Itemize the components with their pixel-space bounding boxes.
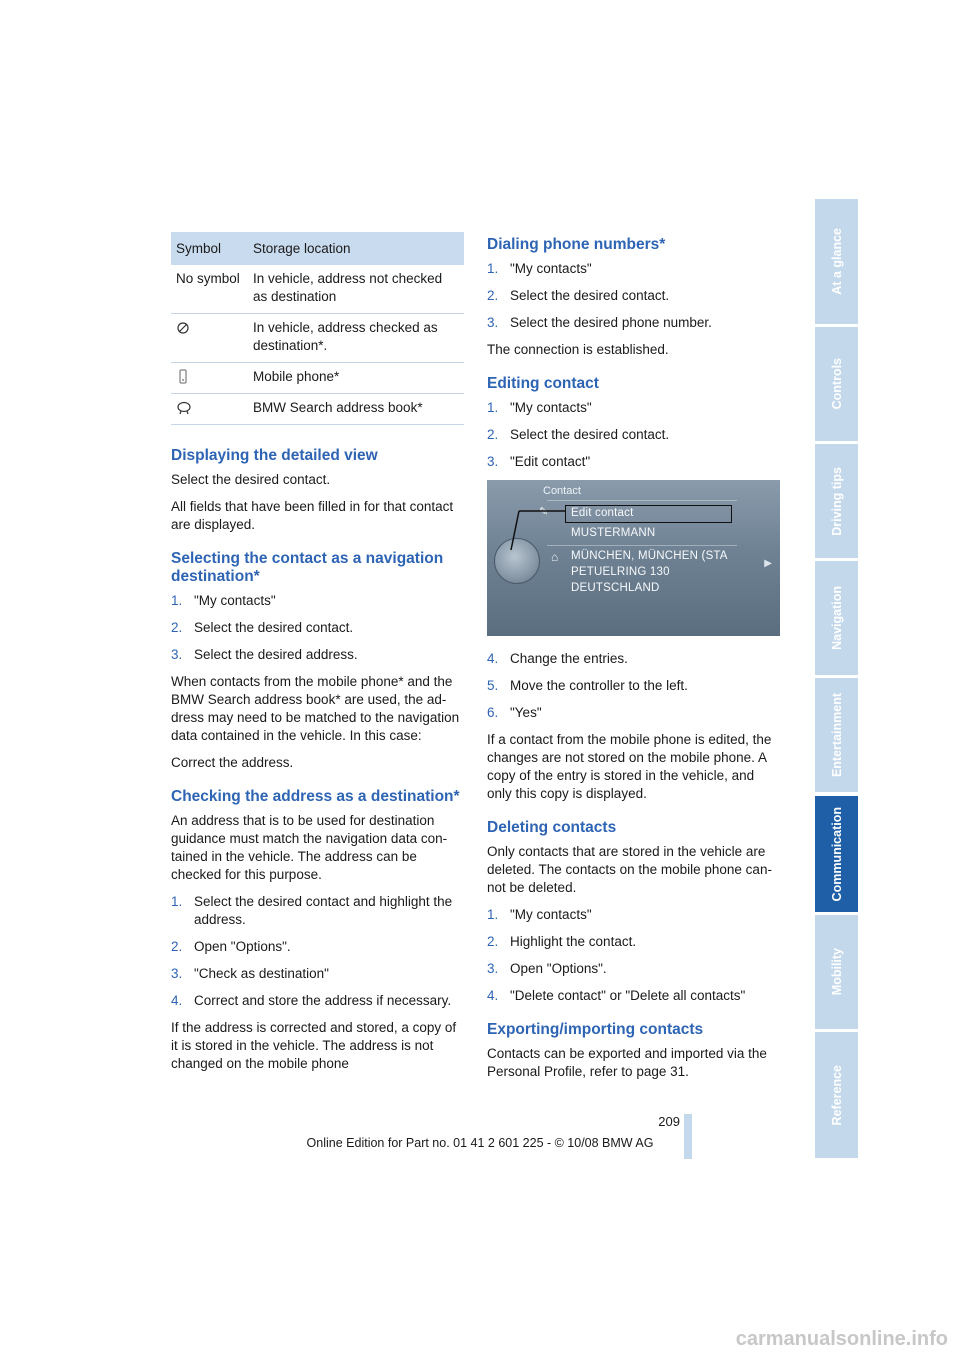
table-cell-location: BMW Search address book* xyxy=(248,394,464,425)
list-item xyxy=(487,987,780,1005)
step-list xyxy=(171,893,464,1010)
table-row xyxy=(171,314,464,363)
section-title: Selecting the contact as a navigation destination* xyxy=(171,550,444,585)
section-detailed-view xyxy=(171,447,464,534)
step-text: "Delete contact" or "Delete all contacts" xyxy=(510,988,746,1003)
table-cell-symbol xyxy=(171,363,248,394)
step-text: Select the desired contact. xyxy=(194,620,354,635)
paragraph: An address that is to be used for destination guidance must match the navigation data con-tained in the vehicle. The address can be checked for this purpose. xyxy=(171,813,448,882)
step-text: Open "Options". xyxy=(510,961,607,976)
step-text: Open "Options". xyxy=(194,939,291,954)
page-number: 209 xyxy=(658,1114,680,1129)
figure-item-name: MUSTERMANN xyxy=(571,527,656,539)
step-number: 5. xyxy=(487,678,499,693)
paragraph: Contacts can be exported and imported via the Personal Profile, refer to page 31. xyxy=(487,1046,767,1079)
figure-item-street: PETUELRING 130 xyxy=(571,566,670,578)
paragraph: If a contact from the mobile phone is edited, the changes are not stored on the mobile phone. A copy of the entry is stored in the vehicle, and only this copy is displayed. xyxy=(487,732,772,801)
tab-mobility[interactable] xyxy=(815,915,858,1029)
step-number: 1. xyxy=(171,894,183,909)
paragraph: Correct the address. xyxy=(171,755,294,770)
tab-label: Mobility xyxy=(829,948,844,996)
section-navigation-destination xyxy=(171,550,464,772)
table-row xyxy=(171,265,464,314)
step-number: 3. xyxy=(171,966,183,981)
table-header-symbol: Symbol xyxy=(171,232,248,265)
step-list xyxy=(487,650,780,722)
list-item xyxy=(487,906,780,924)
list-item xyxy=(171,592,464,610)
list-item xyxy=(171,619,464,637)
step-number: 3. xyxy=(487,315,499,330)
step-number: 1. xyxy=(487,907,499,922)
table-cell-symbol: No symbol xyxy=(171,265,248,314)
table-row xyxy=(171,394,464,425)
divider xyxy=(547,500,737,501)
tab-label: Communication xyxy=(829,806,844,902)
step-text: "My contacts" xyxy=(194,593,276,608)
tab-label: At a glance xyxy=(829,228,844,295)
list-item xyxy=(171,646,464,664)
right-column xyxy=(487,236,780,1090)
table-cell-location: In vehicle, address not checked as destination xyxy=(248,265,464,314)
step-number: 4. xyxy=(487,651,499,666)
paragraph: The connection is established. xyxy=(487,342,669,357)
tab-label: Entertainment xyxy=(829,692,844,778)
paragraph: If the address is corrected and stored, a copy of it is stored in the vehicle. The address is not changed on the mobile phone xyxy=(171,1020,457,1071)
table-row xyxy=(171,363,464,394)
figure-header: Contact xyxy=(543,485,581,497)
section-title: Displaying the detailed view xyxy=(171,447,378,464)
tab-at-a-glance[interactable] xyxy=(815,199,858,324)
figure-item-edit: Edit contact xyxy=(571,507,634,519)
step-number: 4. xyxy=(171,993,183,1008)
tab-entertainment[interactable] xyxy=(815,678,858,792)
step-number: 2. xyxy=(171,939,183,954)
section-title: Deleting contacts xyxy=(487,819,617,836)
list-item xyxy=(487,399,780,417)
list-item xyxy=(487,677,780,695)
step-number: 1. xyxy=(171,593,183,608)
step-list xyxy=(171,592,464,664)
address-icon: ⌂ xyxy=(551,550,559,564)
step-text: Select the desired contact. xyxy=(510,288,670,303)
step-number: 3. xyxy=(487,454,499,469)
edition-footer: Online Edition for Part no. 01 41 2 601 225 - © 10/08 BMW AG xyxy=(306,1136,654,1150)
tab-label: Controls xyxy=(829,358,844,410)
pencil-icon: ✎ xyxy=(539,506,549,518)
step-number: 4. xyxy=(487,988,499,1003)
section-title: Checking the address as a destination* xyxy=(171,788,460,805)
step-text: "My contacts" xyxy=(510,400,592,415)
list-item xyxy=(171,992,464,1010)
tab-label: Driving tips xyxy=(829,466,844,536)
left-column xyxy=(171,232,464,1082)
step-number: 6. xyxy=(487,705,499,720)
step-number: 2. xyxy=(487,288,499,303)
table-cell-location: Mobile phone* xyxy=(248,363,464,394)
step-text: Correct and store the address if necessary. xyxy=(194,993,452,1008)
pointer-line xyxy=(507,508,569,554)
list-item xyxy=(171,965,464,983)
section-export-import xyxy=(487,1021,780,1081)
section-deleting-contacts xyxy=(487,819,780,1005)
bmw-search-icon xyxy=(176,401,192,415)
paragraph: Only contacts that are stored in the vehicle are deleted. The contacts on the mobile phone can-not be deleted. xyxy=(487,844,772,895)
list-item xyxy=(487,960,780,978)
step-number: 1. xyxy=(487,261,499,276)
list-item xyxy=(487,453,780,471)
step-text: "My contacts" xyxy=(510,907,592,922)
tab-navigation[interactable] xyxy=(815,561,858,675)
list-item xyxy=(487,933,780,951)
list-item xyxy=(487,704,780,722)
watermark: carmanualsonline.info xyxy=(735,1328,948,1350)
table-cell-symbol xyxy=(171,394,248,425)
divider xyxy=(547,545,737,546)
table-header-row xyxy=(171,232,464,265)
table-header-location: Storage location xyxy=(248,232,464,265)
step-text: "Yes" xyxy=(510,705,542,720)
list-item xyxy=(487,314,780,332)
list-item xyxy=(487,650,780,668)
step-list xyxy=(487,260,780,332)
paragraph: All fields that have been filled in for that contact are displayed. xyxy=(171,499,454,532)
step-text: Highlight the contact. xyxy=(510,934,637,949)
section-title: Editing contact xyxy=(487,375,599,392)
paragraph: Select the desired contact. xyxy=(171,472,331,487)
step-list xyxy=(487,399,780,471)
tab-label: Navigation xyxy=(829,586,844,650)
tab-controls[interactable] xyxy=(815,327,858,441)
section-editing-contact xyxy=(487,375,780,803)
list-item xyxy=(487,426,780,444)
checked-destination-icon xyxy=(176,321,190,335)
figure-item-city: MÜNCHEN, MÜNCHEN (STA xyxy=(571,550,728,562)
tab-communication[interactable] xyxy=(815,796,858,912)
paragraph: When contacts from the mobile phone* and the BMW Search address book* are used, the ad-dress may need to be matched to the navigation data contained in the vehicle. In this case: xyxy=(171,674,460,743)
section-dialing xyxy=(487,236,780,359)
step-text: Select the desired address. xyxy=(194,647,358,662)
list-item xyxy=(171,893,464,929)
step-text: Move the controller to the left. xyxy=(510,678,688,693)
mobile-phone-icon xyxy=(176,369,190,385)
list-item xyxy=(487,260,780,278)
step-number: 1. xyxy=(487,400,499,415)
section-title: Dialing phone numbers* xyxy=(487,236,666,253)
figure-item-country: DEUTSCHLAND xyxy=(571,582,660,594)
step-text: Select the desired phone number. xyxy=(510,315,712,330)
list-item xyxy=(171,938,464,956)
section-check-destination xyxy=(171,788,464,1073)
list-item xyxy=(487,287,780,305)
step-number: 3. xyxy=(487,961,499,976)
idrive-screen-figure xyxy=(487,480,780,636)
tab-label: Reference xyxy=(829,1064,844,1126)
step-text: "My contacts" xyxy=(510,261,592,276)
step-number: 2. xyxy=(171,620,183,635)
step-text: Change the entries. xyxy=(510,651,628,666)
step-number: 3. xyxy=(171,647,183,662)
table-cell-location: In vehicle, address checked as destination*. xyxy=(248,314,464,363)
step-list xyxy=(487,906,780,1005)
step-text: Select the desired contact and highlight the address. xyxy=(194,894,453,927)
step-text: Select the desired contact. xyxy=(510,427,670,442)
tab-reference[interactable] xyxy=(815,1032,858,1158)
storage-symbol-table xyxy=(171,232,464,425)
step-number: 2. xyxy=(487,427,499,442)
step-text: "Check as destination" xyxy=(194,966,329,981)
section-title: Exporting/importing contacts xyxy=(487,1021,704,1038)
step-number: 2. xyxy=(487,934,499,949)
arrow-right-icon: ▶ xyxy=(764,558,772,569)
tab-driving-tips[interactable] xyxy=(815,444,858,558)
table-cell-symbol xyxy=(171,314,248,363)
step-text: "Edit contact" xyxy=(510,454,591,469)
